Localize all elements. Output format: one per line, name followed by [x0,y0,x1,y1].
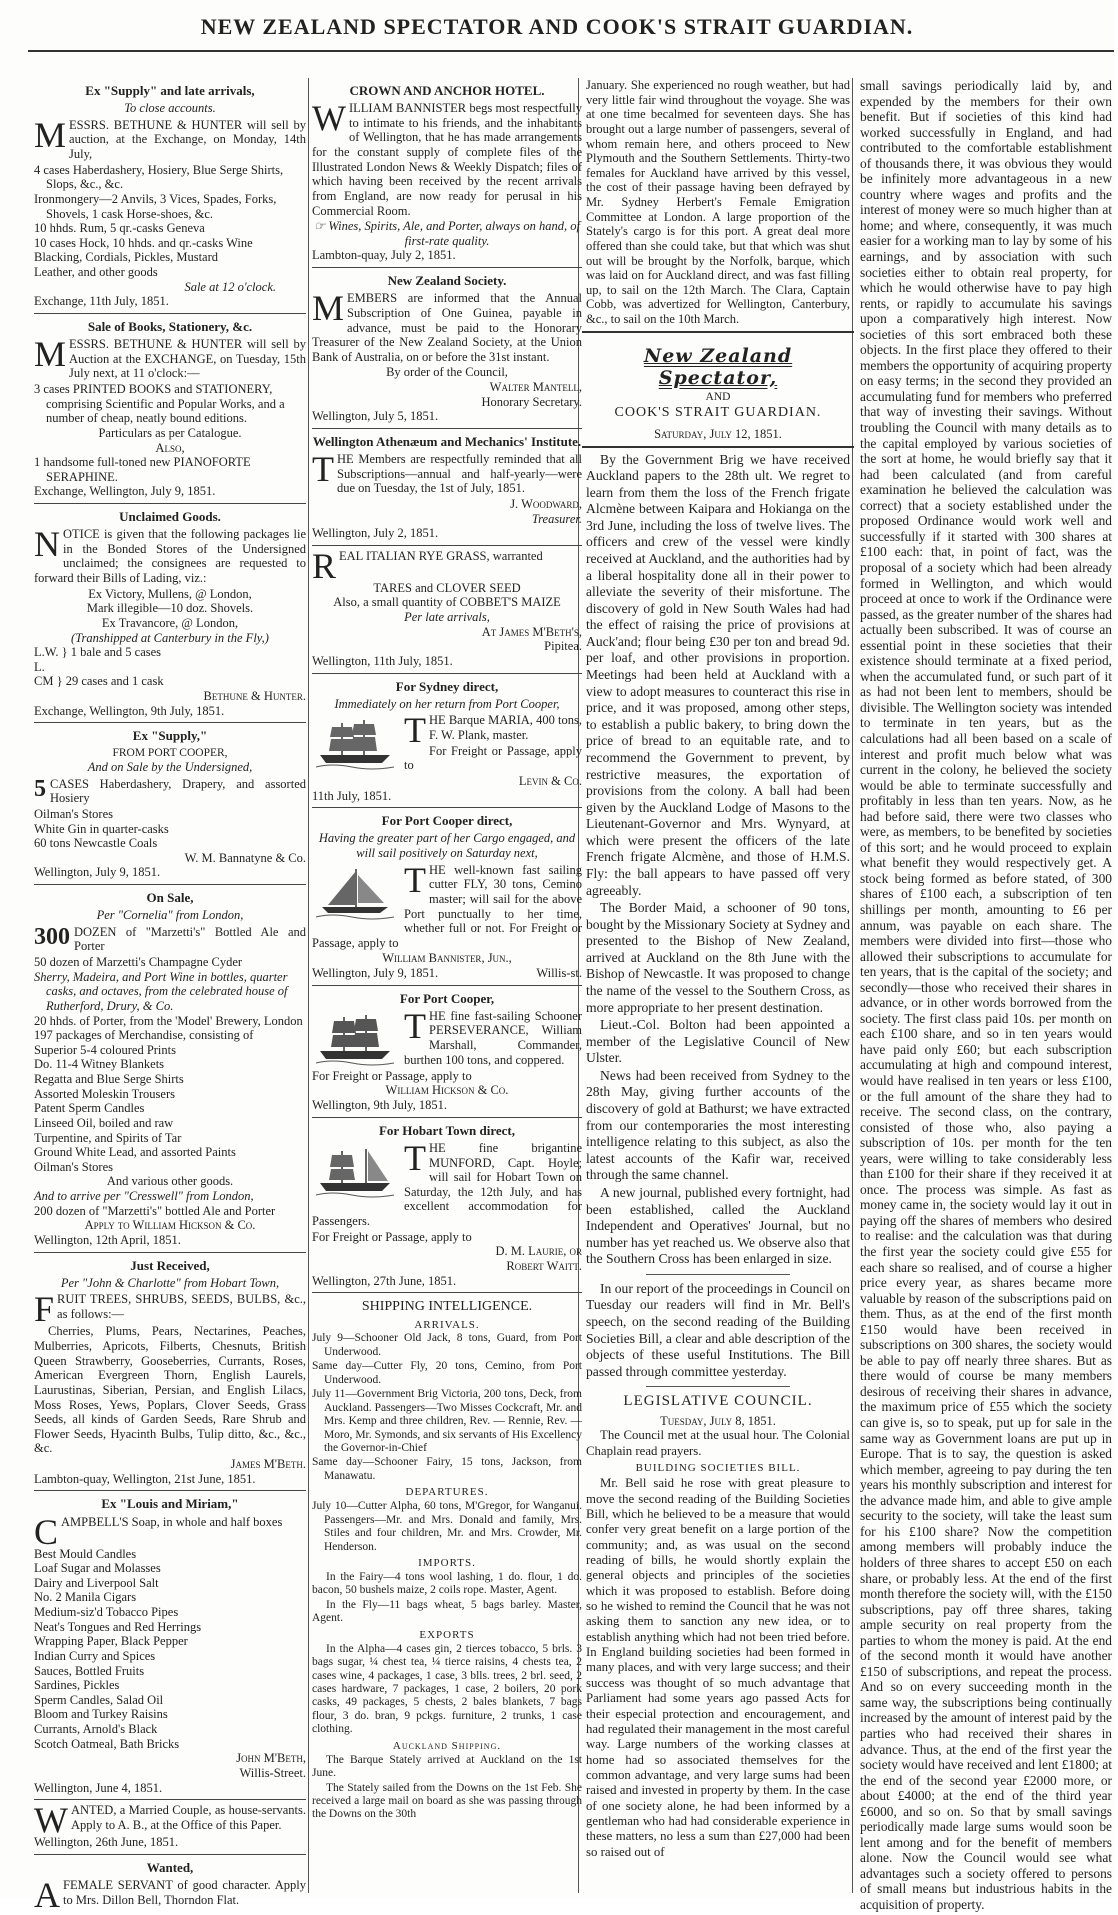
advertisement [312,546,582,674]
shipping-entry: In the Alpha—4 cases gin, 2 tierces tobacco, 5 brls. 3 bags sugar, ¼ chest tea, ¼ tierce raisins, 4 chests tea, 2 cases wine, 4 packages, 1 case, 3 blls. trees, 2 brl. seed, 2 cases hardware, 7 packages, 1 case, 2 boilers, 20 pork casks, 49 packages, 5 chests, 2 bales blankets, 7 bags flour, 3 do. bran, 9 pckgs. furniture, 2 trunks, 1 case clothing. [312,1642,582,1736]
ad-title: Sale of Books, Stationery, &c. [87,318,253,334]
ad-line: 200 dozen of "Marzetti's" bottled Ale and Porter [34,1203,276,1218]
list-item: 197 packages of Merchandise, consisting of [34,1028,254,1043]
column-3 [582,78,854,1893]
signature: Walter Mantell, [489,380,582,395]
ad-text: RUIT TREES, SHRUBS, SEEDS, BULBS, &c., as follows:— [57,1292,306,1322]
ad-line: Mark illegible—10 doz. Shovels. [86,601,254,616]
ad-title: Unclaimed Goods. [119,509,221,525]
ad-text: ANTED, a Married Couple, as house-servants. Apply to A. B., at the Office of this Paper. [70,1803,306,1832]
list-item: White Gin in quarter-casks [34,821,169,836]
signature: J. Woodward, [510,496,582,511]
signature: Willis-Street. [239,1765,306,1780]
article-text: small savings periodically laid by, and expended by the members for their own benefit. But if societies of this kind had worked successfully in England, and had contributed to the comfortable establishment of thousands there, it was obvious they would be infinitely more advantageous in a new country where wages and profits and the interest of money were so much higher than at home; and where, consequently, it was much easier for a working man to lay by some of his earnings, and by association with such societies either to obtain real property, for which he would otherwise have to pay high rents, or rapidly to accumulate his savings upon a comparatively high interest. Now societies of this sort embraced both these objects. In the first place they offered to their members the opportunity of acquiring property on easy terms; in the second they provided an accumulating fund for members who preferred that way of investing their savings. Without troubling the Council with many details as to the capital employed by various societies of the sort at home, he would briefly say that it had been calculated (and from careful examination he believed the calculation was correct) that a society established under the proposed Ordinance would work well and successfully if it started with 300 shares at £100 each: that, in point of fact, was the proposal of a society which had been already formed in Wellington, and which would proceed at once to work if the Ordinance were passed, as the greater number of the shares had actually been subscribed. It was of course an essential point in these societies that their existence should terminate at a fixed period, when the accumulated fund, or such part of it as had not been lent to members, should be divisible. The Wellington society was intended to terminate in ten years, but as the calculations had all been based on a scale of interest and profit much below what was current in the colony, he believed the society would be able to terminate successfully and profitably in less than ten years. Now, as he had before said, there were two classes who were, as members, to be benefited by societies of this sort; and he would proceed to explain what benefit they would respectively get. A stock being formed as before stated, of 300 shares of £100 each, a subscription of ten shillings per month, amounting to £6 per annum, was payable on each share. The members were divided into first—those who allowed their subscriptions to accumulate for ten years, that is the capital of the society; and secondly—those who received their shares in advance, or in other words borrowed from the society. The first class paid 10s. per month on each £100 share, and so in ten years would have paid only £60; but each subscription accumulating at high and compound interest, would have realised in ten years or less £100, or the full amount of the share they had to receive. The second class, on the contrary, consisted of those who, also paying a subscription of 10s. per month for the ten years, were willing to take considerably less than £100 for their share if they received it at once. The process was simple. As fast as money came in, the society would lay it out in paying off the shares of members who desired to realise: and the calculation was that during the first year the society could give £55 for each share so realised, and of course a higher price every year, as shares became more valuable by reason of the subscriptions paid on them. Thus, as at the end of the first month £150 would have been received in subscriptions on 300 shares, the society would be able to pay off nearly three shares. But as there would of course be many members desirous of receiving their shares in advance, the maximum price of £55 which the society can give is, so to speak, put up for sale in the same way as Government loans are put up in Europe. That is to say, the question is asked which member, agreeing to pay during the ten years his monthly subscription and interest for the advance made him, and able to give ample security to the society, will take the least sum for his £100 share? Now the competition among members will probably induce the holders of three shares to accept £50 on each share, or probably less. At the end of the first month therefore the society will, with the £150 subscriptions, pay off three shares, taking ample security on real property from the parties to whom the money is paid. At the end of the second month it would have another £150 of subscriptions, and repeat the process. And so on every succeeding month in the same way, the subscriptions being continually increased by the amount of interest paid by the parties who had received their shares in advance. Thus, at the end of the first year the society would have received and lent £1800; at the end of the second year £2000 more, or about £4000; at the end of the third year £6000, and so on. So that by small savings periodically made large sums would soon be lent among and for the benefit of members alone. Now the Council would see what advantages such a society offered to persons of small means but industrious habits in the acquisition of property. [860,78,1112,1912]
list-item: 4 cases Haberdashery, Hosiery, Blue Serge Shirts, Slops, &c., &c. [34,162,284,192]
signature: Robert Waitt. [506,1258,582,1273]
paragraph: By the Government Brig we have received Auckland papers to the 28th ult. We regret to learn from them the loss of the French frigate Alcmène between Kaipara and Hokianga on the 3rd June, including the loss of twelve lives. The officers and crew of the vessel were kindly received at Auckland, and the authorities had by a liberal hospitality done all in their power to alleviate the severity of their misfortune. The discovery of gold in New South Wales had had the effect of raising the price of provisions at Auck'and; flour being £30 per ton and bread 9d. per loaf, and other provisions in proportion. Meetings had been held at Auckland with a view to adopt measures to counteract this rise in price, and it was proposed, among other steps, to establish a public bakery, to bring down the price of bread to an equitable rate, and to recommend the Government to prevent, by restrictive measures, the exportation of provisions from the colony. A ball had been given by the Auckland Lodge of Masons to the Lieutenant-Governor and Mrs. Wynyard, at which were present the officers of the late French frigate Alcmène, and those of H.M.S. Fly: the ball appears to have passed off very agreeably. [586,451,850,898]
drop-cap: A [34,1874,60,1915]
ad-line: Ex Victory, Mullens, @ London, [88,586,252,601]
list-item: Sperm Candles, Salad Oil [34,1692,164,1707]
advertisement [34,1800,306,1855]
ad-title: Wellington Athenæum and Mechanics' Institute. [312,433,582,449]
advertisement [312,78,582,268]
ad-title: On Sale, [146,890,194,906]
signature: Bethune & Hunter. [203,689,306,704]
ad-title: For Port Cooper direct, [381,813,513,829]
ad-line: By order of the Council, [386,365,508,380]
list-item: Also, [155,440,185,455]
ad-text: HE fine fast-sailing Schooner PERSEVERANCE, William Marshall, Commander, burthen 100 tons, and coppered. [404,1008,582,1067]
list-item: Wrapping Paper, Black Pepper [34,1634,188,1649]
signature: Treasurer. [531,511,582,526]
ad-subtitle: FROM PORT COOPER, [112,746,228,759]
advertisement [312,268,582,429]
ad-date: Wellington, July 9, 1851. [34,865,161,880]
advertisement [312,1118,582,1293]
drop-cap: T [404,1137,426,1178]
ad-date: Wellington, 27th June, 1851. [312,1273,457,1288]
section-title: LEGISLATIVE COUNCIL. [623,1393,813,1410]
signature: D. M. Laurie, or [495,1244,582,1259]
list-item: No. 2 Manila Cigars [34,1590,137,1605]
ad-text: EAL ITALIAN RYE GRASS, warranted [339,548,543,563]
list-item: 10 cases Hock, 10 hhds. and qr.-casks Wine [34,235,253,250]
ad-text: AMPBELL'S Soap, in whole and half boxes [61,1514,283,1529]
paragraph: The Council met at the usual hour. The Colonial Chaplain read prayers. [586,1428,850,1458]
list-item: Regatta and Blue Serge Shirts [34,1072,184,1087]
ad-subtitle: To close accounts. [124,101,216,116]
list-item: 60 tons Newcastle Coals [34,836,158,851]
list-item: Turpentine, and Spirits of Tar [34,1130,182,1145]
ad-date: Wellington, 11th July, 1851. [312,653,453,668]
list-item: Dairy and Liverpool Salt [34,1575,159,1590]
ad-line: } 29 cases and 1 cask [56,674,164,689]
paragraph: Lieut.-Col. Bolton had been appointed a member of the Legislative Council of New Ulster. [586,1017,850,1066]
ad-subtitle: And on Sale by the Undersigned, [87,760,253,775]
dateline: Saturday, July 12, 1851. [654,426,782,441]
sailing-ship-icon [312,715,398,771]
drop-cap: W [34,1800,68,1841]
section-subtitle: IMPORTS. [418,1557,476,1570]
section-subtitle: Auckland Shipping. [392,1739,502,1752]
drop-cap: R [312,545,337,586]
ad-date: Exchange, 11th July, 1851. [34,294,169,309]
advertisement [312,674,582,809]
drop-cap: M [34,334,67,375]
advertisement [34,723,306,885]
advertisement [34,1855,306,1915]
advertisement [312,808,582,985]
list-item: Sherry, Madeira, and Port Wine in bottles, quarter casks, and octaves, from the celebrated house of Rutherford, Drury, & Co. [34,969,288,1013]
ad-date: Wellington, June 4, 1851. [34,1780,163,1795]
shipping-entry: Same day—Cutter Fly, 20 tons, Cemino, from Port Underwood. [312,1360,582,1386]
list-item: 20 hhds. of Porter, from the 'Model' Brewery, London [34,1013,303,1028]
list-item: Neat's Tongues and Red Herrings [34,1619,202,1634]
shipping-entry: In the Fairy—4 tons wool lashing, 1 do. flour, 1 do. bacon, 50 bushels maize, 2 coils rope. Master, Agent. [312,1570,582,1597]
drop-cap: C [34,1511,59,1552]
ad-date: Wellington, July 5, 1851. [312,409,439,424]
ad-date: 11th July, 1851. [312,788,392,803]
signature: James M'Beth. [230,1457,306,1472]
list-item: And various other goods. [106,1174,234,1189]
drop-cap: T [312,449,334,490]
list-item: Ground White Lead, and assorted Paints [34,1145,236,1160]
sailing-ship-icon [312,1011,398,1067]
ad-place: Willis-st. [536,966,582,981]
list-item: Oilman's Stores [34,1159,113,1174]
ad-text: EMBERS are informed that the Annual Subscription of One Guinea, payable in advance, must be paid to the Honorary Treasurer of the New Zealand Society, at the Union Bank of Australia, on or before the 31st instant. [312,291,582,364]
editorial-title: New Zealand Spectator, [643,344,793,389]
ad-text: FEMALE SERVANT of good character. Apply to Mrs. Dillon Bell, Thorndon Flat. [63,1877,306,1907]
big-number: 5 [34,775,46,802]
list-item: Leather, and other goods [34,265,158,280]
editorial-title: AND [705,391,731,404]
divider [582,331,854,333]
ad-text: HE well-known fast sailing cutter FLY, 30 tons, Cemino master; will sail for the above Port punctually to her time, whether full or not. For Freight or Passage, apply to [312,862,582,950]
advertisement [34,1491,306,1800]
paragraph: Mr. Bell said he rose with great pleasure to move the second reading of the Building Societies Bill, which he believed to be a measure that would confer very great benefit on a large portion of the community; and, as was usual on the second reading of bills, he would shortly explain the general objects and principles of the societies which it was proposed to establish. Before doing so he wished to remind the Council that he was not asking them to sanction any new idea, or to establish anything which had not been tried before. In England building societies had been formed in many places, and with very large success; and their success was thought of so much advantage that Parliament had some years ago passed Acts for their especial protection and encouragement, and had regulated their management in the most careful way. Large numbers of the working classes at home had so associated themselves for the common advantage, and very large sums had been raised and invested in property by them. In the case of one society alone, he had been informed by a gentleman who had had considerable experience in these matters, no less a sum than £27,000 had been so raised out of [586,1476,850,1859]
ad-subtitle: Per "John & Charlotte" from Hobart Town, [60,1275,280,1290]
ad-line: TARES and CLOVER SEED [373,580,521,595]
signature: At James M'Beth's, [481,624,582,639]
ad-date: Exchange, Wellington, July 9, 1851. [34,484,216,499]
ad-subtitle: Having the greater part of her Cargo engaged, and will sail positively on Saturday next, [318,831,576,861]
column-4 [856,78,1118,1912]
list-item: Assorted Moleskin Trousers [34,1086,175,1101]
ad-date: Wellington, July 2, 1851. [312,526,439,541]
advertisement [34,885,306,1253]
drop-cap: W [312,98,346,139]
ad-date: Wellington, 12th April, 1851. [34,1232,181,1247]
ad-title: Wanted, [146,1859,194,1875]
list-item: 10 hhds. Rum, 5 qr.-casks Geneva [34,221,205,236]
article-text: January. She experienced no rough weather, but had very little fair wind throughout the voyage. She was at one time becalmed for seventeen days. She has brought out a large number of passengers, several of whom remain here, and others proceed to New Plymouth and the Southern Settlements. Thirty-two females for Auckland have arrived by this vessel, the cost of their passage having been defrayed by Mr. Sydney Herbert's Female Emigration Committee at London. A large proportion of the Stately's cargo is for this port. A great deal more offered than she could take, but that which was shut out will be brought by the Norfolk, barque, which was laid on for Auckland direct, and was fast filling up, to sail on the 12th March. The Clara, Captain Cobb, was advertized for Wellington, Canterbury, &c., to sail on the 10th March. [586,78,850,326]
list-item: Scotch Oatmeal, Bath Bricks [34,1736,180,1751]
drop-cap: N [34,524,60,565]
ad-text: OTICE is given that the following packages lie in the Bonded Stores of the Undersigned unclaimed; the consignees are requested to forward their Bills of Lading, viz.: [34,527,306,586]
ad-date: Lambton-quay, July 2, 1851. [312,248,456,263]
ad-line: For Freight or Passage, apply to [404,743,582,773]
list-item: Loaf Sugar and Molasses [34,1561,161,1576]
drop-cap: T [404,1005,426,1046]
ad-text: HE Members are respectfully reminded that all Subscriptions—annual and half-yearly—were due on Tuesday, the 1st of July, 1851. [337,452,582,496]
ad-title: For Hobart Town direct, [378,1122,516,1138]
ad-title: Just Received, [130,1257,210,1273]
ad-title: New Zealand Society. [387,273,507,289]
drop-cap: F [34,1289,55,1330]
advertisement [34,504,306,723]
ad-line: For Freight or Passage, apply to [312,1229,472,1244]
ad-title: For Port Cooper, [399,990,495,1006]
signature: William Hickson & Co. [385,1083,509,1098]
signature: W. M. Bannatyne & Co. [184,850,306,865]
ad-date: Wellington, 26th June, 1851. [34,1835,179,1850]
ad-text: HE Barque MARIA, 400 tons, F. W. Plank, master. [429,713,582,743]
advertisement [34,1253,306,1492]
ad-date: Exchange, Wellington, 9th July, 1851. [34,703,225,718]
sailing-ship-icon [312,1143,398,1199]
section-subtitle: EXPORTS [419,1628,475,1641]
ad-line: } 1 bale and 5 cases [61,645,162,660]
mark: CM [34,674,54,689]
list-item: Do. 11-4 Witney Blankets [34,1057,165,1072]
signature: John M'Beth, [236,1751,306,1766]
section-title: SHIPPING INTELLIGENCE. [361,1299,533,1315]
ad-title: For Sydney direct, [395,678,499,694]
ad-text: ESSRS. BETHUNE & HUNTER will sell by Auction at the EXCHANGE, on Tuesday, 15th July next, at 11 o'clock:— [69,337,306,381]
sailing-ship-icon [312,865,398,921]
advertisement [312,986,582,1118]
ad-line: Per late arrivals, [404,610,490,625]
paragraph: News had been received from Sydney to the 28th May, giving further accounts of the discovery of gold at Bathurst; we have extracted from our contemporaries the most interesting intelligence relating to this subject, as also the latest accounts of the Kafir war, received through the same channel. [586,1067,850,1183]
editorial-body [582,452,854,1388]
list-item: Medium-siz'd Tobacco Pipes [34,1605,179,1619]
list-item: Sauces, Bottled Fruits [34,1663,145,1678]
shipping-entry: July 11—Government Brig Victoria, 200 tons, Deck, from Auckland. Passengers—Two Misses Cockcraft, Mr. and Mrs. Kemp and three children, Rev. — Rennie, Rev. — Moro, Mr. Symonds, and six servants of His Excellency the Governor-in-Chief [312,1388,582,1455]
column-2 [312,78,582,1893]
shipping-entry: July 9—Schooner Old Jack, 8 tons, Guard, from Port Underwood. [312,1332,582,1358]
list-item: Superior 5-4 coloured Prints [34,1042,176,1057]
signature: Pipitea. [544,639,582,654]
shipping-entry: In the Fly—11 bags wheat, 5 bags barley. Master, Agent. [312,1598,582,1625]
list-item: Best Mould Candles [34,1546,137,1561]
shipping-entry: July 10—Cutter Alpha, 60 tons, M'Gregor, for Wanganui. Passengers—Mr. and Mrs. Donald and family, Mrs. Stiles and four children, Mr. and Mrs. Crowder, Mr. Henderson. [312,1500,582,1553]
ad-date: Wellington, July 9, 1851. [312,966,439,981]
list-item: Bloom and Turkey Raisins [34,1707,168,1722]
ad-title: CROWN AND ANCHOR HOTEL. [349,83,545,98]
list-item: Linseed Oil, boiled and raw [34,1115,174,1130]
section-subtitle: BUILDING SOCIETIES BILL. [635,1462,801,1475]
advertisement [34,314,306,504]
ad-text: Cherries, Plums, Pears, Nectarines, Peaches, Mulberries, Apricots, Filberts, Chesnuts, British Queen Strawberry, Gooseberries, Currants, Roses, American Evergreen Thorn, English Laurels, Laurustinas, Siberian, Persian, and English Lilacs, Moss Roses, Yews, Poplars, Clover Seeds, Grass Seeds, all kinds of Garden Seeds, Rare Shrub and Flower Seeds, Hyacinth Bulbs, Tulip ditto, &c., &c., &c. [34,1324,306,1456]
drop-cap: M [312,288,345,329]
divider [582,446,854,448]
paragraph: A new journal, published every fortnight, had been established, called the Auckland Independent and Operatives' Journal, but no number has yet reached us. We observe also that the Southern Cross has been enlarged in size. [586,1184,850,1267]
list-item: 50 dozen of Marzetti's Champagne Cyder [34,955,243,970]
ad-text: CASES Haberdashery, Drapery, and assorted Hosiery [50,776,306,806]
council-report [582,1428,854,1859]
ad-note-text: Wines, Spirits, Ale, and Porter, always on hand, of first-rate quality. [328,219,580,248]
list-item: Particulars as per Catalogue. [98,425,242,440]
shipping-entry: The Stately sailed from the Downs on the 1st Feb. She received a large mail on board as she was passing through the Downs on the 30th [312,1781,582,1821]
shipping-intelligence [312,1293,582,1822]
ad-text: ESSRS. BETHUNE & HUNTER will sell by auction, at the Exchange, on Monday, 14th July, [69,117,306,162]
paragraph: In our report of the proceedings in Council on Tuesday our readers will find in Mr. Bell's speech, on the second reading of the Building Societies Bill, a clear and able description of the objects of these useful Institutions. The Bill passed through committee yesterday. [586,1280,850,1379]
paragraph: The Border Maid, a schooner of 90 tons, bought by the Missionary Society at Sydney and presented to the Bishop of New Zealand, arrived at Auckland on the 8th June with the Bishop of Newcastle. It was proposed to change the name of the vessel to the Southern Cross, as more appropriate to her present destination. [586,900,850,1015]
drop-cap: T [404,710,426,751]
masthead: NEW ZEALAND SPECTATOR AND COOK'S STRAIT GUARDIAN. [200,14,914,39]
ad-subtitle: Immediately on her return from Port Cooper, [334,696,560,711]
ad-note [312,219,582,248]
signature: Honorary Secretary. [481,394,582,409]
section-subtitle: DEPARTURES. [405,1486,489,1499]
ad-title: Ex "Louis and Miriam," [101,1496,239,1512]
pointing-hand-icon: ☞ [314,219,329,234]
ad-line: Ex Travancore, @ London, [101,615,239,630]
ad-text: HE fine brigantine MUNFORD, Capt. Hoyle; will sail for Hobart Town on Saturday, the 12th July, and has excellent accommodation for Passengers. [312,1140,582,1229]
mark: L.W. [34,645,59,660]
big-number: 300 [34,923,70,950]
signature: Levin & Co. [518,773,582,788]
ad-title: Ex "Supply" and late arrivals, [85,83,255,98]
list-item: Currants, Arnold's Black [34,1722,158,1736]
ad-line: For Freight or Passage, apply to [312,1068,472,1083]
ad-subtitle: Per "Cornelia" from London, [96,908,244,923]
ad-date: Wellington, 9th July, 1851. [312,1098,447,1113]
column-rule [308,78,309,1893]
advertisement [34,78,306,314]
list-item: 3 cases PRINTED BOOKS and STATIONERY, comprising Scientific and Popular Works, and a number of cheap, neatly bound editions. [34,382,285,426]
editorial-title: COOK'S STRAIT GUARDIAN. [614,404,822,420]
list-item: Oilman's Stores [34,806,113,821]
list-item: Sardines, Pickles [34,1678,120,1693]
section-subtitle: ARRIVALS. [414,1318,480,1331]
ad-date: Lambton-quay, Wellington, 21st June, 1851. [34,1471,256,1486]
column-1 [34,78,306,1915]
shipping-entry: The Barque Stately arrived at Auckland on the 1st June. [312,1753,582,1780]
ad-text: DOZEN of "Marzetti's" Bottled Ale and Porter [74,924,306,954]
mark: L. [34,659,45,674]
advertisement [312,429,582,546]
shipping-entry: Same day—Schooner Fairy, 15 tons, Jackson, from Manawatu. [312,1456,582,1482]
list-item: Indian Curry and Spices [34,1648,156,1663]
list-item: Blacking, Cordials, Pickles, Mustard [34,250,219,265]
drop-cap: T [404,859,426,900]
top-rule [28,50,1114,52]
drop-cap: M [34,114,67,155]
ad-text: ILLIAM BANNISTER begs most respectfully to intimate to his friends, and the inhabitants of Wellington, that he has made arrangements for the constant supply of complete files of the Illustrated London News & Weekly Dispatch; files of which having been received by the recent arrivals from England, are now ready for perusal in his Commercial Room. [312,101,582,218]
ad-title: Ex "Supply," [132,728,208,744]
ad-line: And to arrive per "Cresswell" from London, [34,1189,254,1204]
dateline: Tuesday, July 8, 1851. [660,1413,776,1428]
list-item: 1 handsome full-toned new PIANOFORTE SERAPHINE. [34,455,251,484]
signature: William Bannister, Jun., [382,951,512,966]
signature: Apply to William Hickson & Co. [84,1218,256,1233]
list-item: Patent Sperm Candles [34,1101,145,1116]
ad-note: Sale at 12 o'clock. [184,279,276,294]
ad-line: Also, a small quantity of COBBET'S MAIZE [333,595,561,610]
ad-line: (Transhipped at Canterbury in the Fly,) [71,630,269,645]
list-item: Ironmongery—2 Anvils, 3 Vices, Spades, Forks, Shovels, 1 cask Horse-shoes, &c. [34,191,277,221]
